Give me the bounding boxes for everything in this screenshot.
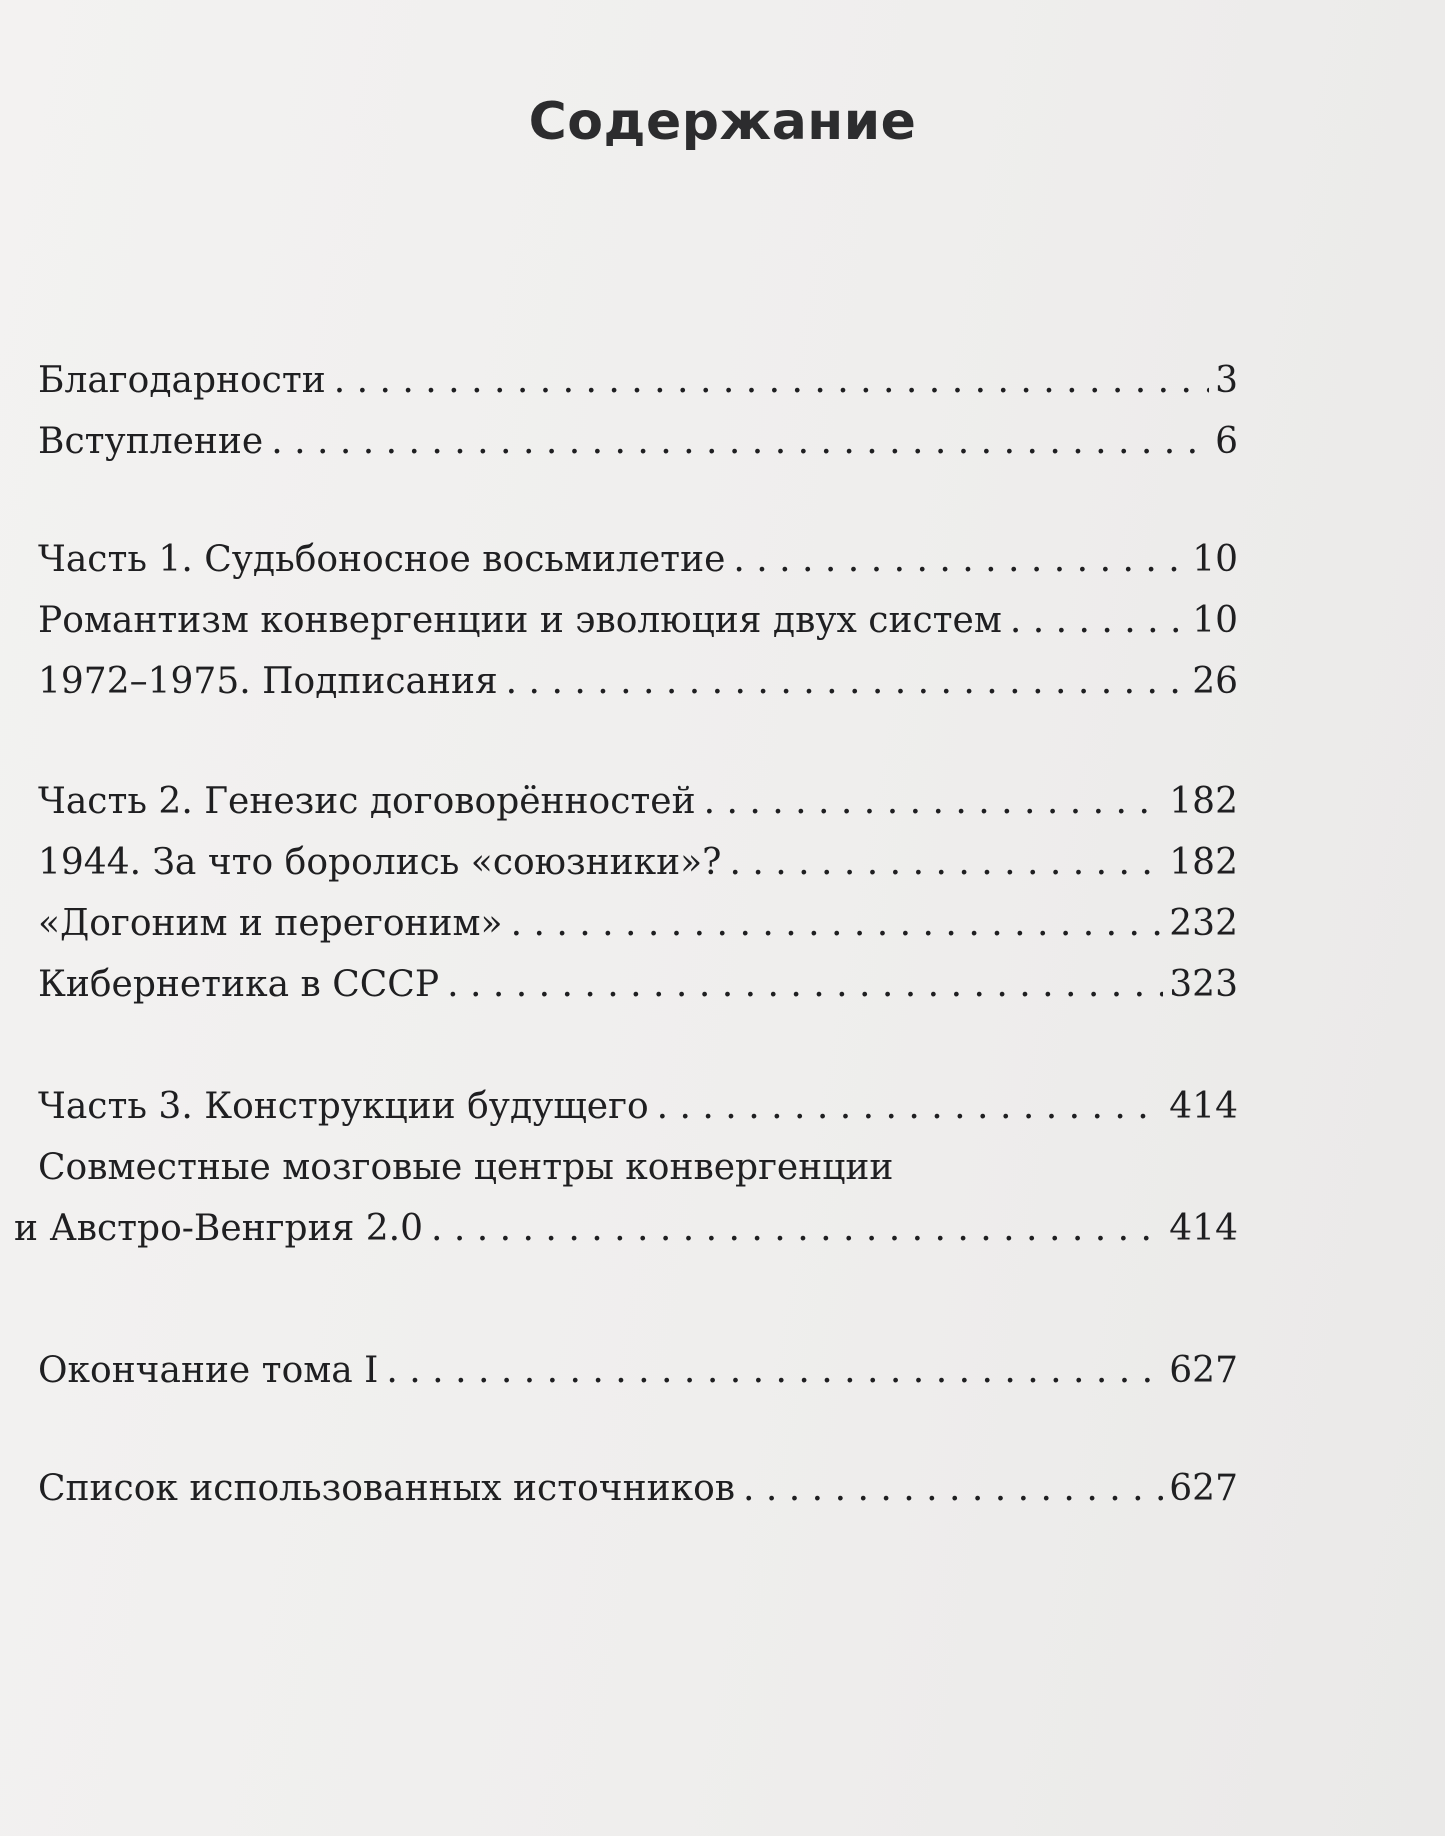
toc-entry-label: Список использованных источников <box>38 1468 736 1509</box>
dot-leader <box>1010 597 1186 645</box>
toc-entry-page: 414 <box>1169 1086 1238 1127</box>
toc-entry-part-2 <box>38 778 1238 826</box>
dot-leader <box>743 1465 1163 1513</box>
toc-entry-label: «Догоним и перегоним» <box>38 903 503 944</box>
toc-entry-part-3 <box>38 1083 1238 1131</box>
toc-entry-sources <box>38 1465 1238 1513</box>
dot-leader <box>431 1205 1163 1253</box>
toc-entry-label: 1972–1975. Подписания <box>38 661 498 702</box>
toc-entry-end-of-volume <box>38 1347 1238 1395</box>
dot-leader <box>271 418 1209 466</box>
toc-entry-label: Окончание тома I <box>38 1350 379 1391</box>
toc-entry-label: Кибернетика в СССР <box>38 964 440 1005</box>
dot-leader <box>506 658 1187 706</box>
dot-leader <box>704 778 1164 826</box>
toc-entry-label: Романтизм конвергенции и эволюция двух систем <box>38 600 1002 641</box>
dot-leader <box>733 536 1186 584</box>
toc-entry-1944 <box>38 839 1238 887</box>
toc-entry-catch-up <box>38 900 1238 948</box>
toc-entry-page: 627 <box>1169 1468 1238 1509</box>
toc-entry-page: 182 <box>1169 781 1238 822</box>
toc-entry-label: Вступление <box>38 421 264 462</box>
toc-entry-part-1 <box>38 536 1238 584</box>
toc-entry-label: Благодарности <box>38 360 326 401</box>
toc-entry-acknowledgements <box>38 357 1238 405</box>
page-title: Содержание <box>528 92 917 152</box>
dot-leader <box>334 357 1209 405</box>
toc-entry-page: 627 <box>1169 1350 1238 1391</box>
toc-entry-page: 10 <box>1192 600 1238 641</box>
toc-entry-1972-1975 <box>38 658 1238 706</box>
toc-entry-cybernetics <box>38 961 1238 1009</box>
toc-entry-label: Часть 2. Генезис договорённостей <box>38 781 696 822</box>
toc-entry-page: 10 <box>1192 539 1238 580</box>
toc-entry-page: 232 <box>1169 903 1238 944</box>
toc-entry-label: 1944. За что боролись «союзники»? <box>38 842 722 883</box>
toc-entry-introduction <box>38 418 1238 466</box>
dot-leader <box>657 1083 1164 1131</box>
toc-entry-page: 3 <box>1215 360 1238 401</box>
dot-leader <box>729 839 1163 887</box>
toc-entry-label: Часть 3. Конструкции будущего <box>38 1086 649 1127</box>
toc-entry-page: 26 <box>1192 661 1238 702</box>
dot-leader <box>511 900 1164 948</box>
toc-entry-think-tanks-line1: Совместные мозговые центры конвергенции <box>38 1147 894 1188</box>
dot-leader <box>386 1347 1163 1395</box>
dot-leader <box>447 961 1163 1009</box>
toc-entry-page: 6 <box>1215 421 1238 462</box>
toc-entry-page: 182 <box>1169 842 1238 883</box>
toc-entry-label: и Австро-Венгрия 2.0 <box>14 1208 423 1249</box>
toc-entry-page: 323 <box>1169 964 1238 1005</box>
toc-entry-label: Часть 1. Судьбоносное восьмилетие <box>38 539 726 580</box>
toc-entry-romanticism <box>38 597 1238 645</box>
toc-entry-think-tanks <box>14 1205 1238 1253</box>
toc-entry-page: 414 <box>1169 1208 1238 1249</box>
